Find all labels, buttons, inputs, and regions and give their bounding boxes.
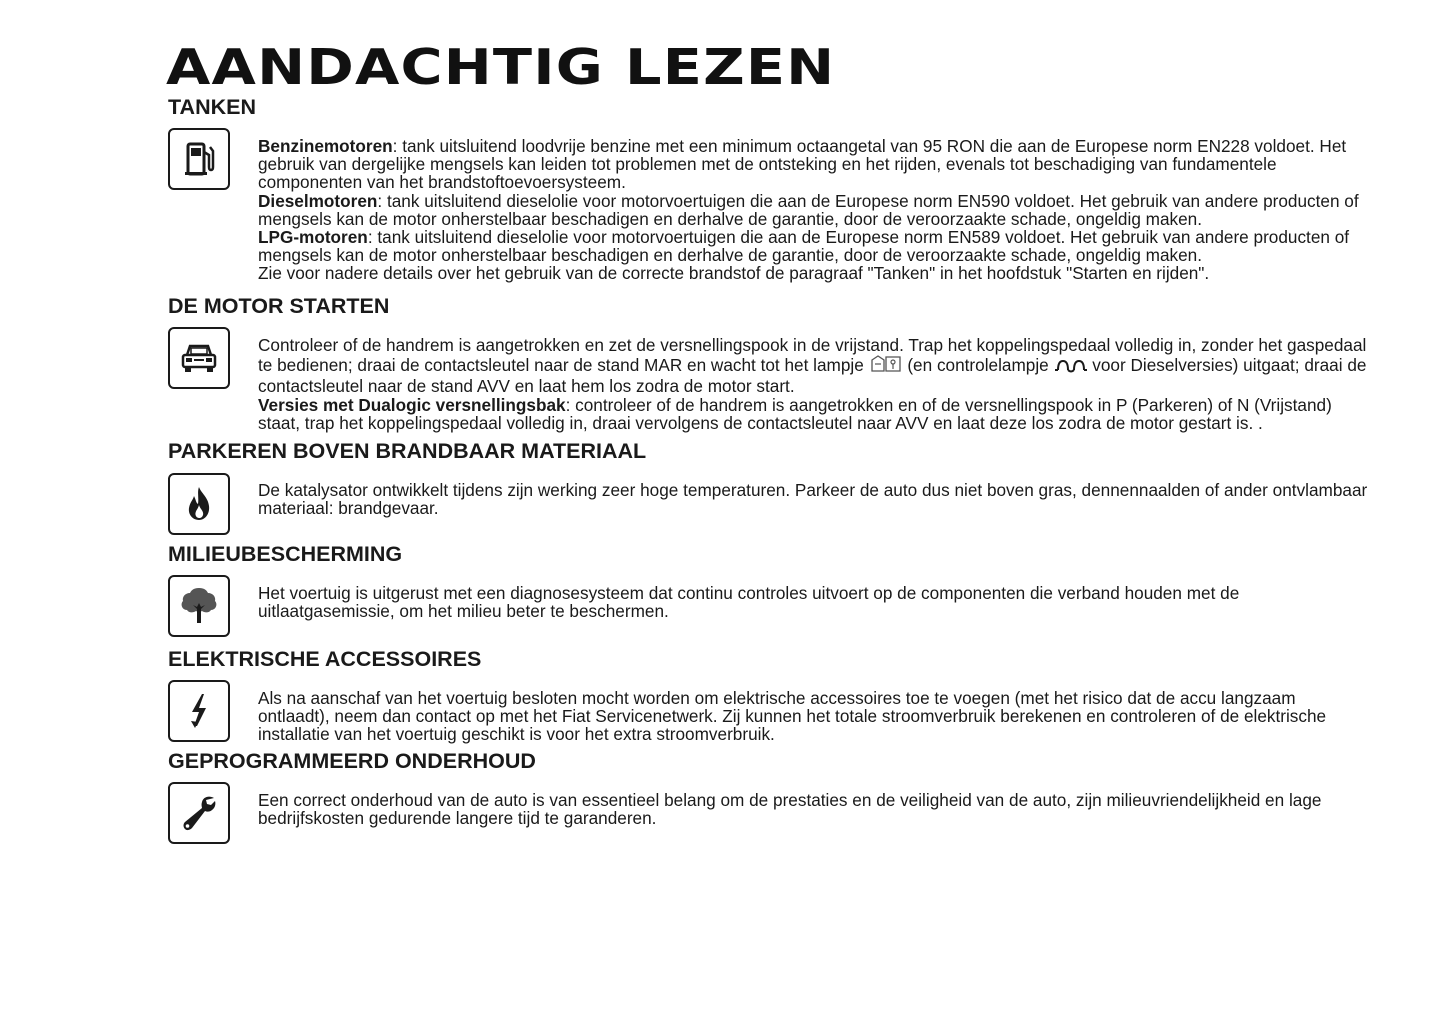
onderhoud-body <box>258 791 1368 827</box>
glow-plug-icon <box>1054 358 1088 377</box>
onderhoud-text: Een correct onderhoud van de auto is van essentieel belang om de prestaties en de veiligheid van de auto, zijn milieuvriendelijkheid en lage bedrijfskosten gedurende langere tijd te garanderen. <box>258 790 1322 829</box>
tree-icon <box>178 585 220 627</box>
milieu-body <box>258 584 1368 620</box>
tanken-paragraph-bold: Benzinemotoren <box>258 136 393 156</box>
lightning-icon <box>178 690 220 732</box>
immobilizer-warning-icon <box>869 354 903 377</box>
flame-icon <box>178 483 220 525</box>
fuel-pump-icon-box <box>168 128 230 190</box>
motor-paragraph-bold: Versies met Dualogic versnellingsbak <box>258 394 566 415</box>
elektrisch-body <box>258 689 1368 744</box>
car-front-icon <box>178 337 220 379</box>
tanken-paragraph <box>258 137 1368 192</box>
wrench-icon-box <box>168 782 230 844</box>
motor-text: voor Dieselversies) uitgaat; draai de contactsleutel naar de stand AVV en laat hem los zodra de motor start. <box>258 355 1367 397</box>
section-heading-milieu: MILIEUBESCHERMING <box>168 542 403 566</box>
motor-text: (en controlelampje <box>902 355 1054 376</box>
tanken-paragraph-text: Zie voor nadere details over het gebruik van de correcte brandstof de paragraaf "Tanken" in het hoofdstuk "Starten en rijden". <box>258 263 1210 284</box>
lightning-icon-box <box>168 680 230 742</box>
tanken-paragraph-text: : tank uitsluitend dieselolie voor motorvoertuigen die aan de Europese norm EN589 voldoet. Het gebruik van andere producten of mengsels kan de motor onherstelbaar beschadigen en derhalve de garantie, door de veroorzaakte schade, ongeldig maken. <box>258 227 1350 266</box>
page-title: AANDACHTIG LEZEN <box>166 39 836 96</box>
parkeren-text: De katalysator ontwikkelt tijdens zijn werking zeer hoge temperaturen. Parkeer de auto dus niet boven gras, dennennaalden of ander ontvlambaar materiaal: brandgevaar. <box>258 480 1368 519</box>
wrench-icon <box>178 792 220 834</box>
motor-text: : controleer of de handrem is aangetrokken en of de versnellingspook in P (Parkeren) of N (Vrijstand) staat, trap het koppelingspedaal volledig in, draai vervolgens de contactsleutel naar AVV en laat deze los zodra de motor gestart is. . <box>258 394 1332 433</box>
tanken-paragraph-text: : tank uitsluitend loodvrije benzine met een minimum octaangetal van 95 RON die aan de Europese norm EN228 voldoet. Het gebruik van dergelijke mengsels kan leiden tot problemen met de ontsteking en het rijden, evenals tot beschadiging van fundamentele componenten van het brandstoftoevoersysteem. <box>258 136 1347 193</box>
motor-text: Controleer of de handrem is aangetrokken en zet de versnellingspook in de vrijstand. Trap het koppelingspedaal volledig in, zonder het gaspedaal te bedienen; draai de contactsleutel naar de stand MAR en wacht tot het lampje <box>258 335 1367 376</box>
parkeren-body <box>258 481 1368 517</box>
tanken-paragraph-bold: LPG-motoren <box>258 227 368 248</box>
tanken-paragraph-text: : tank uitsluitend dieselolie voor motorvoertuigen die aan de Europese norm EN590 voldoet. Het gebruik van andere producten of mengsels kan de motor onherstelbaar beschadigen en derhalve de garantie, door de veroorzaakte schade, ongeldig maken. <box>258 190 1359 229</box>
tanken-body <box>258 137 1368 283</box>
section-heading-tanken: TANKEN <box>168 95 256 119</box>
milieu-text: Het voertuig is uitgerust met een diagnosesysteem dat continu controles uitvoert op de componenten die verband houden met de uitlaatgasemissie, om het milieu beter te beschermen. <box>258 583 1240 622</box>
elektrisch-text: Als na aanschaf van het voertuig besloten mocht worden om elektrische accessoires toe te voegen (met het risico dat de accu langzaam ontlaadt), neem dan contact op met het Fiat Servicenetwerk. Zij kunnen het totale stroomverbruik berekenen en controleren of de elektrische installatie van het voertuig geschikt is voor het extra stroomverbruik. <box>258 688 1327 745</box>
tree-icon-box <box>168 575 230 637</box>
section-heading-parkeren: PARKEREN BOVEN BRANDBAAR MATERIAAL <box>168 439 647 463</box>
section-heading-motor: DE MOTOR STARTEN <box>168 294 390 318</box>
fuel-pump-icon <box>178 138 220 180</box>
flame-icon-box <box>168 473 230 535</box>
tanken-paragraph <box>258 228 1368 264</box>
tanken-paragraph <box>258 264 1368 282</box>
section-heading-onderhoud: GEPROGRAMMEERD ONDERHOUD <box>168 749 536 773</box>
tanken-paragraph <box>258 192 1368 228</box>
motor-body <box>258 336 1368 432</box>
section-heading-elektrisch: ELEKTRISCHE ACCESSOIRES <box>168 647 482 671</box>
car-front-icon-box <box>168 327 230 389</box>
motor-paragraph <box>258 336 1368 396</box>
tanken-paragraph-bold: Dieselmotoren <box>258 190 378 211</box>
motor-paragraph <box>258 396 1368 432</box>
